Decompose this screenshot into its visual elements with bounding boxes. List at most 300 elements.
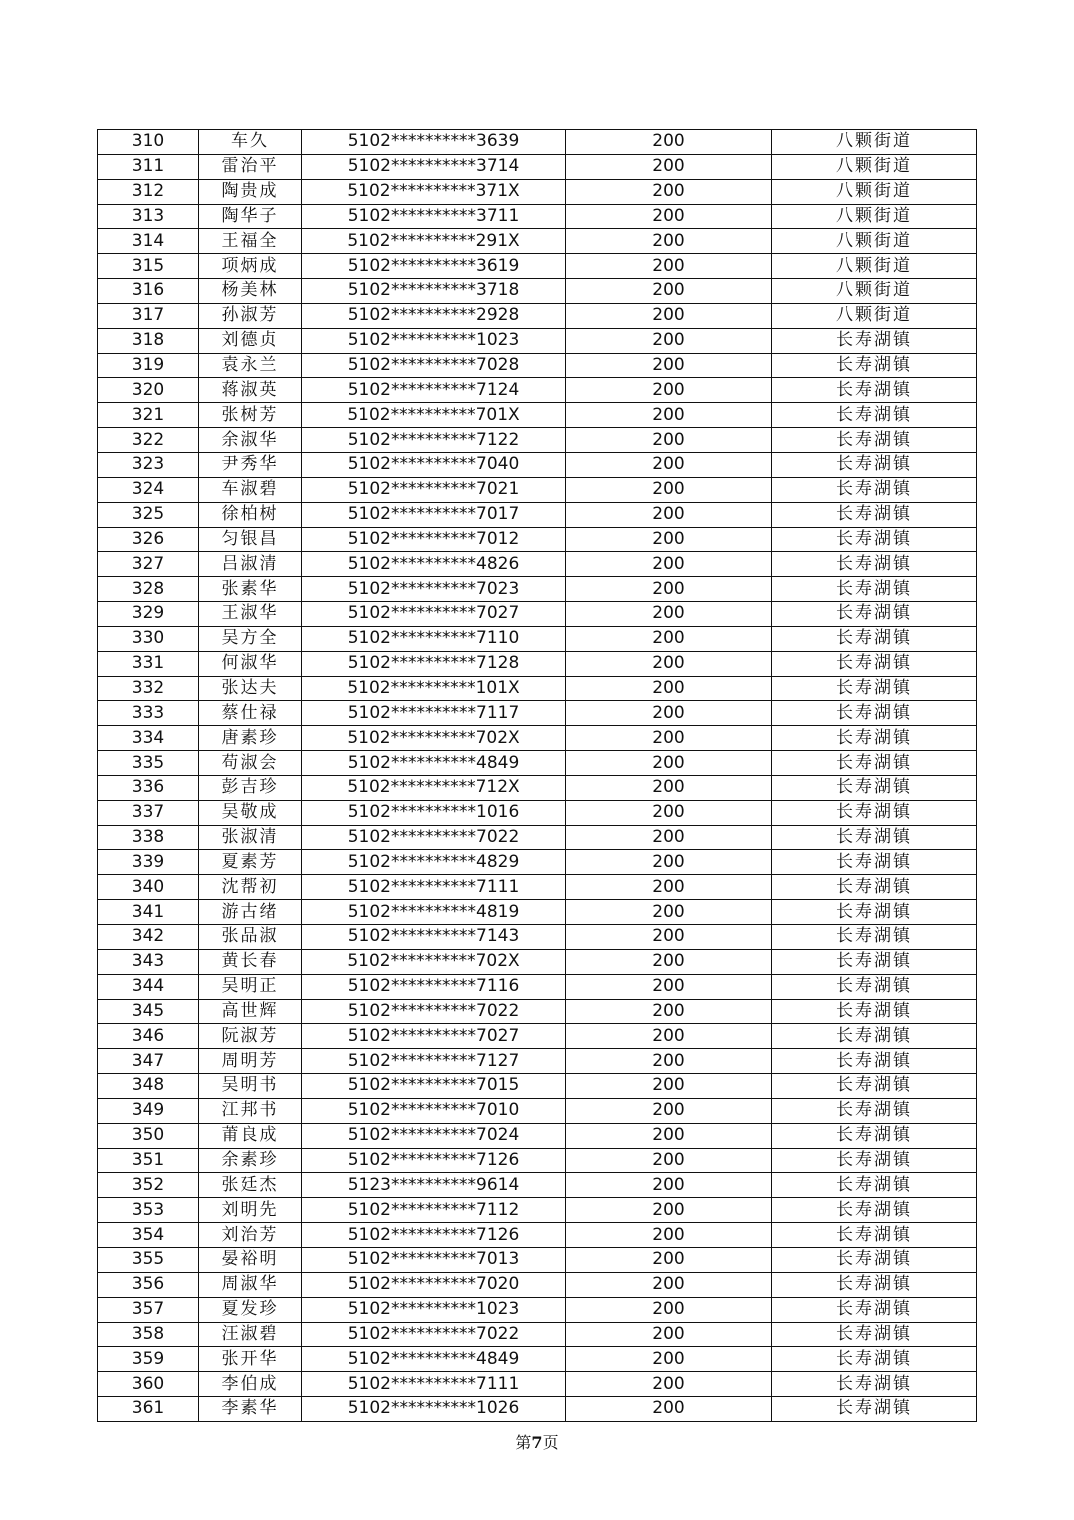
id-number-cell: 5102**********4849 bbox=[302, 751, 566, 776]
person-name-cell: 王淑华 bbox=[199, 602, 302, 627]
table-row bbox=[98, 1173, 977, 1198]
amount-cell: 200 bbox=[566, 1173, 772, 1198]
table-row bbox=[98, 552, 977, 577]
table-row bbox=[98, 1024, 977, 1049]
table-row bbox=[98, 403, 977, 428]
row-number-cell: 330 bbox=[98, 626, 199, 651]
table-row bbox=[98, 452, 977, 477]
area-name-cell: 长寿湖镇 bbox=[772, 900, 977, 925]
amount-cell: 200 bbox=[566, 1297, 772, 1322]
id-number-cell: 5102**********7022 bbox=[302, 825, 566, 850]
area-name-cell: 长寿湖镇 bbox=[772, 452, 977, 477]
area-name-cell: 八颗街道 bbox=[772, 179, 977, 204]
area-name-cell: 长寿湖镇 bbox=[772, 1397, 977, 1422]
table-row bbox=[98, 1074, 977, 1099]
id-number-cell: 5102**********7020 bbox=[302, 1272, 566, 1297]
table-row bbox=[98, 502, 977, 527]
id-number-cell: 5102**********7022 bbox=[302, 1322, 566, 1347]
amount-cell: 200 bbox=[566, 552, 772, 577]
id-number-cell: 5102**********1023 bbox=[302, 328, 566, 353]
row-number-cell: 311 bbox=[98, 154, 199, 179]
area-name-cell: 长寿湖镇 bbox=[772, 949, 977, 974]
amount-cell: 200 bbox=[566, 1223, 772, 1248]
id-number-cell: 5102**********7111 bbox=[302, 875, 566, 900]
table-row bbox=[98, 527, 977, 552]
amount-cell: 200 bbox=[566, 1123, 772, 1148]
table-row bbox=[98, 229, 977, 254]
person-name-cell: 王福全 bbox=[199, 229, 302, 254]
table-row bbox=[98, 999, 977, 1024]
id-number-cell: 5102**********1023 bbox=[302, 1297, 566, 1322]
id-number-cell: 5102**********371X bbox=[302, 179, 566, 204]
page-footer-prefix: 第 bbox=[515, 1433, 532, 1452]
row-number-cell: 346 bbox=[98, 1024, 199, 1049]
area-name-cell: 长寿湖镇 bbox=[772, 552, 977, 577]
table-row bbox=[98, 1372, 977, 1397]
area-name-cell: 八颗街道 bbox=[772, 130, 977, 155]
area-name-cell: 长寿湖镇 bbox=[772, 1198, 977, 1223]
amount-cell: 200 bbox=[566, 949, 772, 974]
table-row bbox=[98, 875, 977, 900]
table-row bbox=[98, 626, 977, 651]
person-name-cell: 刘德贞 bbox=[199, 328, 302, 353]
table-row bbox=[98, 1272, 977, 1297]
table-row bbox=[98, 1123, 977, 1148]
table-row bbox=[98, 328, 977, 353]
row-number-cell: 357 bbox=[98, 1297, 199, 1322]
row-number-cell: 313 bbox=[98, 204, 199, 229]
row-number-cell: 333 bbox=[98, 701, 199, 726]
row-number-cell: 331 bbox=[98, 651, 199, 676]
row-number-cell: 332 bbox=[98, 676, 199, 701]
amount-cell: 200 bbox=[566, 452, 772, 477]
table-row bbox=[98, 1397, 977, 1422]
table-row bbox=[98, 477, 977, 502]
row-number-cell: 329 bbox=[98, 602, 199, 627]
person-name-cell: 徐柏树 bbox=[199, 502, 302, 527]
id-number-cell: 5102**********4819 bbox=[302, 900, 566, 925]
person-name-cell: 江邦书 bbox=[199, 1098, 302, 1123]
table-row bbox=[98, 154, 977, 179]
id-number-cell: 5102**********3711 bbox=[302, 204, 566, 229]
table-row bbox=[98, 825, 977, 850]
id-number-cell: 5102**********3718 bbox=[302, 279, 566, 304]
row-number-cell: 353 bbox=[98, 1198, 199, 1223]
roster-table bbox=[97, 129, 977, 1422]
person-name-cell: 陶贵成 bbox=[199, 179, 302, 204]
area-name-cell: 长寿湖镇 bbox=[772, 602, 977, 627]
table-row bbox=[98, 204, 977, 229]
row-number-cell: 336 bbox=[98, 775, 199, 800]
row-number-cell: 343 bbox=[98, 949, 199, 974]
row-number-cell: 361 bbox=[98, 1397, 199, 1422]
table-row bbox=[98, 602, 977, 627]
id-number-cell: 5102**********7126 bbox=[302, 1148, 566, 1173]
row-number-cell: 348 bbox=[98, 1074, 199, 1099]
amount-cell: 200 bbox=[566, 1074, 772, 1099]
person-name-cell: 吕淑清 bbox=[199, 552, 302, 577]
row-number-cell: 324 bbox=[98, 477, 199, 502]
area-name-cell: 长寿湖镇 bbox=[772, 527, 977, 552]
area-name-cell: 长寿湖镇 bbox=[772, 1098, 977, 1123]
person-name-cell: 唐素珍 bbox=[199, 726, 302, 751]
id-number-cell: 5102**********7023 bbox=[302, 577, 566, 602]
table-row bbox=[98, 1098, 977, 1123]
id-number-cell: 5102**********7027 bbox=[302, 602, 566, 627]
area-name-cell: 长寿湖镇 bbox=[772, 999, 977, 1024]
area-name-cell: 长寿湖镇 bbox=[772, 1272, 977, 1297]
table-row bbox=[98, 1247, 977, 1272]
amount-cell: 200 bbox=[566, 403, 772, 428]
area-name-cell: 长寿湖镇 bbox=[772, 403, 977, 428]
amount-cell: 200 bbox=[566, 701, 772, 726]
area-name-cell: 八颗街道 bbox=[772, 229, 977, 254]
area-name-cell: 长寿湖镇 bbox=[772, 1322, 977, 1347]
id-number-cell: 5102**********7124 bbox=[302, 378, 566, 403]
id-number-cell: 5102**********4826 bbox=[302, 552, 566, 577]
area-name-cell: 长寿湖镇 bbox=[772, 1074, 977, 1099]
amount-cell: 200 bbox=[566, 154, 772, 179]
row-number-cell: 360 bbox=[98, 1372, 199, 1397]
amount-cell: 200 bbox=[566, 900, 772, 925]
amount-cell: 200 bbox=[566, 602, 772, 627]
id-number-cell: 5102**********1026 bbox=[302, 1397, 566, 1422]
amount-cell: 200 bbox=[566, 279, 772, 304]
row-number-cell: 316 bbox=[98, 279, 199, 304]
id-number-cell: 5102**********7017 bbox=[302, 502, 566, 527]
person-name-cell: 张达夫 bbox=[199, 676, 302, 701]
table-row bbox=[98, 1049, 977, 1074]
row-number-cell: 341 bbox=[98, 900, 199, 925]
table-row bbox=[98, 353, 977, 378]
person-name-cell: 沈帮初 bbox=[199, 875, 302, 900]
row-number-cell: 342 bbox=[98, 925, 199, 950]
person-name-cell: 余淑华 bbox=[199, 428, 302, 453]
area-name-cell: 长寿湖镇 bbox=[772, 1372, 977, 1397]
person-name-cell: 黄长春 bbox=[199, 949, 302, 974]
person-name-cell: 阮淑芳 bbox=[199, 1024, 302, 1049]
id-number-cell: 5102**********3619 bbox=[302, 254, 566, 279]
amount-cell: 200 bbox=[566, 577, 772, 602]
person-name-cell: 陶华子 bbox=[199, 204, 302, 229]
amount-cell: 200 bbox=[566, 925, 772, 950]
row-number-cell: 325 bbox=[98, 502, 199, 527]
area-name-cell: 长寿湖镇 bbox=[772, 328, 977, 353]
area-name-cell: 长寿湖镇 bbox=[772, 701, 977, 726]
id-number-cell: 5102**********7116 bbox=[302, 974, 566, 999]
area-name-cell: 长寿湖镇 bbox=[772, 775, 977, 800]
area-name-cell: 长寿湖镇 bbox=[772, 1049, 977, 1074]
area-name-cell: 长寿湖镇 bbox=[772, 1024, 977, 1049]
person-name-cell: 刘治芳 bbox=[199, 1223, 302, 1248]
amount-cell: 200 bbox=[566, 1098, 772, 1123]
page-footer bbox=[0, 1430, 1074, 1453]
area-name-cell: 长寿湖镇 bbox=[772, 1247, 977, 1272]
table-row bbox=[98, 751, 977, 776]
table-row bbox=[98, 900, 977, 925]
row-number-cell: 351 bbox=[98, 1148, 199, 1173]
amount-cell: 200 bbox=[566, 1322, 772, 1347]
area-name-cell: 八颗街道 bbox=[772, 279, 977, 304]
person-name-cell: 张素华 bbox=[199, 577, 302, 602]
id-number-cell: 5102**********7022 bbox=[302, 999, 566, 1024]
row-number-cell: 339 bbox=[98, 850, 199, 875]
person-name-cell: 杨美林 bbox=[199, 279, 302, 304]
row-number-cell: 334 bbox=[98, 726, 199, 751]
amount-cell: 200 bbox=[566, 179, 772, 204]
area-name-cell: 长寿湖镇 bbox=[772, 800, 977, 825]
table-row bbox=[98, 428, 977, 453]
person-name-cell: 汪淑碧 bbox=[199, 1322, 302, 1347]
area-name-cell: 长寿湖镇 bbox=[772, 1347, 977, 1372]
amount-cell: 200 bbox=[566, 527, 772, 552]
row-number-cell: 322 bbox=[98, 428, 199, 453]
amount-cell: 200 bbox=[566, 850, 772, 875]
table-row bbox=[98, 1347, 977, 1372]
table-row bbox=[98, 1223, 977, 1248]
person-name-cell: 吴敬成 bbox=[199, 800, 302, 825]
id-number-cell: 5102**********101X bbox=[302, 676, 566, 701]
area-name-cell: 长寿湖镇 bbox=[772, 502, 977, 527]
id-number-cell: 5102**********7013 bbox=[302, 1247, 566, 1272]
row-number-cell: 326 bbox=[98, 527, 199, 552]
table-row bbox=[98, 179, 977, 204]
row-number-cell: 318 bbox=[98, 328, 199, 353]
id-number-cell: 5102**********7128 bbox=[302, 651, 566, 676]
table-row bbox=[98, 651, 977, 676]
area-name-cell: 八颗街道 bbox=[772, 204, 977, 229]
id-number-cell: 5102**********7027 bbox=[302, 1024, 566, 1049]
person-name-cell: 吴明书 bbox=[199, 1074, 302, 1099]
id-number-cell: 5102**********7126 bbox=[302, 1223, 566, 1248]
id-number-cell: 5102**********2928 bbox=[302, 303, 566, 328]
id-number-cell: 5102**********7127 bbox=[302, 1049, 566, 1074]
amount-cell: 200 bbox=[566, 328, 772, 353]
amount-cell: 200 bbox=[566, 651, 772, 676]
id-number-cell: 5102**********7110 bbox=[302, 626, 566, 651]
row-number-cell: 355 bbox=[98, 1247, 199, 1272]
person-name-cell: 李素华 bbox=[199, 1397, 302, 1422]
table-row bbox=[98, 800, 977, 825]
table-row bbox=[98, 1297, 977, 1322]
table-row bbox=[98, 701, 977, 726]
amount-cell: 200 bbox=[566, 303, 772, 328]
amount-cell: 200 bbox=[566, 204, 772, 229]
area-name-cell: 长寿湖镇 bbox=[772, 577, 977, 602]
table-row bbox=[98, 303, 977, 328]
amount-cell: 200 bbox=[566, 1272, 772, 1297]
area-name-cell: 长寿湖镇 bbox=[772, 925, 977, 950]
row-number-cell: 344 bbox=[98, 974, 199, 999]
area-name-cell: 长寿湖镇 bbox=[772, 751, 977, 776]
person-name-cell: 张树芳 bbox=[199, 403, 302, 428]
table-row bbox=[98, 254, 977, 279]
area-name-cell: 长寿湖镇 bbox=[772, 825, 977, 850]
area-name-cell: 八颗街道 bbox=[772, 154, 977, 179]
area-name-cell: 长寿湖镇 bbox=[772, 1297, 977, 1322]
row-number-cell: 315 bbox=[98, 254, 199, 279]
roster-sheet bbox=[97, 129, 976, 1422]
id-number-cell: 5123**********9614 bbox=[302, 1173, 566, 1198]
id-number-cell: 5102**********7021 bbox=[302, 477, 566, 502]
person-name-cell: 匀银昌 bbox=[199, 527, 302, 552]
amount-cell: 200 bbox=[566, 1397, 772, 1422]
amount-cell: 200 bbox=[566, 477, 772, 502]
id-number-cell: 5102**********702X bbox=[302, 726, 566, 751]
id-number-cell: 5102**********1016 bbox=[302, 800, 566, 825]
amount-cell: 200 bbox=[566, 676, 772, 701]
amount-cell: 200 bbox=[566, 751, 772, 776]
page-footer-suffix: 页 bbox=[542, 1433, 559, 1452]
row-number-cell: 345 bbox=[98, 999, 199, 1024]
id-number-cell: 5102**********7024 bbox=[302, 1123, 566, 1148]
id-number-cell: 5102**********291X bbox=[302, 229, 566, 254]
person-name-cell: 晏裕明 bbox=[199, 1247, 302, 1272]
area-name-cell: 长寿湖镇 bbox=[772, 850, 977, 875]
person-name-cell: 吴明正 bbox=[199, 974, 302, 999]
row-number-cell: 319 bbox=[98, 353, 199, 378]
area-name-cell: 长寿湖镇 bbox=[772, 1148, 977, 1173]
id-number-cell: 5102**********4829 bbox=[302, 850, 566, 875]
row-number-cell: 340 bbox=[98, 875, 199, 900]
table-row bbox=[98, 850, 977, 875]
person-name-cell: 蔡仕禄 bbox=[199, 701, 302, 726]
id-number-cell: 5102**********7010 bbox=[302, 1098, 566, 1123]
id-number-cell: 5102**********7015 bbox=[302, 1074, 566, 1099]
area-name-cell: 长寿湖镇 bbox=[772, 651, 977, 676]
person-name-cell: 莆良成 bbox=[199, 1123, 302, 1148]
id-number-cell: 5102**********4849 bbox=[302, 1347, 566, 1372]
amount-cell: 200 bbox=[566, 999, 772, 1024]
table-row bbox=[98, 925, 977, 950]
id-number-cell: 5102**********7122 bbox=[302, 428, 566, 453]
amount-cell: 200 bbox=[566, 1024, 772, 1049]
id-number-cell: 5102**********701X bbox=[302, 403, 566, 428]
table-row bbox=[98, 577, 977, 602]
amount-cell: 200 bbox=[566, 1347, 772, 1372]
row-number-cell: 312 bbox=[98, 179, 199, 204]
row-number-cell: 356 bbox=[98, 1272, 199, 1297]
area-name-cell: 长寿湖镇 bbox=[772, 353, 977, 378]
id-number-cell: 5102**********7111 bbox=[302, 1372, 566, 1397]
table-row bbox=[98, 676, 977, 701]
id-number-cell: 5102**********7040 bbox=[302, 452, 566, 477]
row-number-cell: 354 bbox=[98, 1223, 199, 1248]
page-number: 7 bbox=[531, 1433, 543, 1452]
row-number-cell: 349 bbox=[98, 1098, 199, 1123]
table-row bbox=[98, 378, 977, 403]
person-name-cell: 余素珍 bbox=[199, 1148, 302, 1173]
area-name-cell: 长寿湖镇 bbox=[772, 875, 977, 900]
row-number-cell: 323 bbox=[98, 452, 199, 477]
amount-cell: 200 bbox=[566, 726, 772, 751]
amount-cell: 200 bbox=[566, 800, 772, 825]
amount-cell: 200 bbox=[566, 378, 772, 403]
person-name-cell: 何淑华 bbox=[199, 651, 302, 676]
person-name-cell: 游古绪 bbox=[199, 900, 302, 925]
id-number-cell: 5102**********7028 bbox=[302, 353, 566, 378]
person-name-cell: 车久 bbox=[199, 130, 302, 155]
amount-cell: 200 bbox=[566, 626, 772, 651]
table-row bbox=[98, 726, 977, 751]
amount-cell: 200 bbox=[566, 775, 772, 800]
amount-cell: 200 bbox=[566, 130, 772, 155]
row-number-cell: 338 bbox=[98, 825, 199, 850]
table-row bbox=[98, 775, 977, 800]
row-number-cell: 327 bbox=[98, 552, 199, 577]
id-number-cell: 5102**********712X bbox=[302, 775, 566, 800]
id-number-cell: 5102**********7117 bbox=[302, 701, 566, 726]
area-name-cell: 长寿湖镇 bbox=[772, 974, 977, 999]
id-number-cell: 5102**********3639 bbox=[302, 130, 566, 155]
amount-cell: 200 bbox=[566, 1247, 772, 1272]
row-number-cell: 352 bbox=[98, 1173, 199, 1198]
person-name-cell: 张品淑 bbox=[199, 925, 302, 950]
id-number-cell: 5102**********702X bbox=[302, 949, 566, 974]
person-name-cell: 高世辉 bbox=[199, 999, 302, 1024]
row-number-cell: 317 bbox=[98, 303, 199, 328]
area-name-cell: 长寿湖镇 bbox=[772, 1223, 977, 1248]
row-number-cell: 310 bbox=[98, 130, 199, 155]
area-name-cell: 长寿湖镇 bbox=[772, 378, 977, 403]
area-name-cell: 长寿湖镇 bbox=[772, 477, 977, 502]
row-number-cell: 347 bbox=[98, 1049, 199, 1074]
row-number-cell: 359 bbox=[98, 1347, 199, 1372]
row-number-cell: 314 bbox=[98, 229, 199, 254]
area-name-cell: 长寿湖镇 bbox=[772, 676, 977, 701]
person-name-cell: 刘明先 bbox=[199, 1198, 302, 1223]
area-name-cell: 长寿湖镇 bbox=[772, 428, 977, 453]
person-name-cell: 苟淑会 bbox=[199, 751, 302, 776]
person-name-cell: 孙淑芳 bbox=[199, 303, 302, 328]
id-number-cell: 5102**********7112 bbox=[302, 1198, 566, 1223]
id-number-cell: 5102**********3714 bbox=[302, 154, 566, 179]
amount-cell: 200 bbox=[566, 254, 772, 279]
table-row bbox=[98, 949, 977, 974]
table-row bbox=[98, 279, 977, 304]
area-name-cell: 长寿湖镇 bbox=[772, 626, 977, 651]
amount-cell: 200 bbox=[566, 825, 772, 850]
amount-cell: 200 bbox=[566, 1148, 772, 1173]
row-number-cell: 321 bbox=[98, 403, 199, 428]
person-name-cell: 李伯成 bbox=[199, 1372, 302, 1397]
row-number-cell: 320 bbox=[98, 378, 199, 403]
person-name-cell: 项炳成 bbox=[199, 254, 302, 279]
amount-cell: 200 bbox=[566, 229, 772, 254]
table-row bbox=[98, 1148, 977, 1173]
amount-cell: 200 bbox=[566, 1198, 772, 1223]
person-name-cell: 张淑清 bbox=[199, 825, 302, 850]
amount-cell: 200 bbox=[566, 428, 772, 453]
amount-cell: 200 bbox=[566, 502, 772, 527]
area-name-cell: 长寿湖镇 bbox=[772, 726, 977, 751]
table-row bbox=[98, 974, 977, 999]
person-name-cell: 吴方全 bbox=[199, 626, 302, 651]
row-number-cell: 328 bbox=[98, 577, 199, 602]
roster-table-body bbox=[98, 130, 977, 1422]
person-name-cell: 张廷杰 bbox=[199, 1173, 302, 1198]
row-number-cell: 358 bbox=[98, 1322, 199, 1347]
table-row bbox=[98, 130, 977, 155]
row-number-cell: 350 bbox=[98, 1123, 199, 1148]
id-number-cell: 5102**********7143 bbox=[302, 925, 566, 950]
person-name-cell: 尹秀华 bbox=[199, 452, 302, 477]
amount-cell: 200 bbox=[566, 1372, 772, 1397]
amount-cell: 200 bbox=[566, 974, 772, 999]
person-name-cell: 彭吉珍 bbox=[199, 775, 302, 800]
amount-cell: 200 bbox=[566, 875, 772, 900]
area-name-cell: 八颗街道 bbox=[772, 303, 977, 328]
